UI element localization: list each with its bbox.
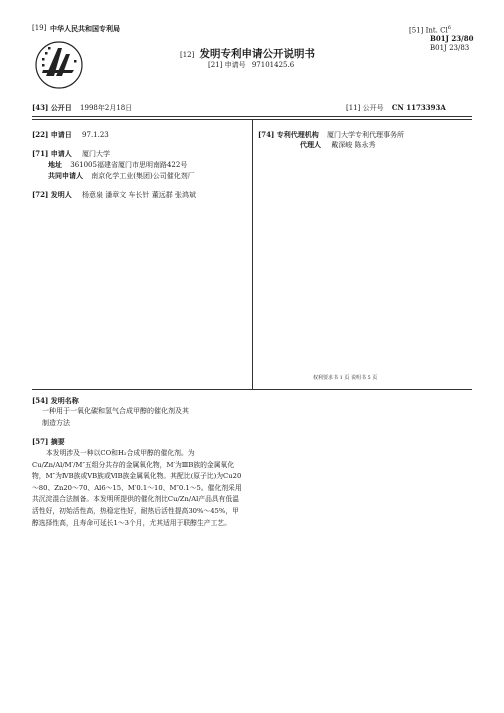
agent-label: 代理人 bbox=[300, 140, 321, 149]
address: 361005福建省厦门市思明南路422号 bbox=[70, 161, 188, 169]
intcl-superscript: 6 bbox=[447, 25, 451, 31]
inventors: 杨意泉 潘章文 车长针 董远群 张鸿斌 bbox=[82, 191, 196, 199]
inventors-line bbox=[32, 190, 196, 200]
filing-date-tag: [22] 申请日 bbox=[32, 130, 72, 139]
co-applicant-line bbox=[48, 171, 195, 181]
filing-date: 97.1.23 bbox=[82, 131, 109, 139]
address-line bbox=[48, 160, 187, 170]
co-applicant-label: 共同申请人 bbox=[48, 171, 83, 180]
intcl-tag: [51] Int. Cl bbox=[409, 26, 448, 35]
doc-type-line bbox=[180, 42, 315, 61]
pub-no: CN 1173393A bbox=[391, 103, 446, 112]
invention-title-tag: [54] 发明名称 bbox=[32, 396, 79, 405]
ipc-secondary: B01J 23/83 bbox=[430, 44, 470, 52]
pub-date-tag: [43] 公开日 bbox=[32, 103, 72, 112]
pub-date-line bbox=[32, 103, 132, 113]
application-number: 97101425.6 bbox=[251, 61, 295, 69]
column-divider bbox=[252, 120, 253, 390]
abstract-text: 本发明涉及一种以CO和H₂合成甲醇的催化剂。为Cu/Zn/Al/M′/M″五组分共存的金属氧化物，M′为ⅢB族的金属氧化物，M″为ⅣB族或ⅤB族或ⅥB族金属氧化物。其配比(原子比)为Cu20～80、Zn20～70、Al6～15、M′0.1～10、M″0.1～5。催化剂采用共沉淀混合法制备。本发明所提供的催化剂比Cu/Zn/Al产品具有低温活性好，初始活性高，热稳定性好，耐热后活性提高30%～45%，甲醇选择性高，且寿命可延长1～3个月，尤其适用于联醇生产工艺。 bbox=[32, 449, 242, 527]
abstract-tag: [57] 摘要 bbox=[32, 437, 65, 446]
country-name: 中华人民共和国专利局 bbox=[50, 24, 120, 33]
invention-title-line2: 制造方法 bbox=[42, 419, 70, 427]
invention-title-line1: 一种用于一氧化碳和氢气合成甲醇的催化剂及其 bbox=[42, 407, 189, 415]
ipc-primary: B01J 23/80 bbox=[430, 34, 474, 43]
applicant-line bbox=[32, 149, 110, 159]
applicant: 厦门大学 bbox=[82, 150, 111, 158]
applicant-tag: [71] 申请人 bbox=[32, 149, 72, 158]
agents: 戴深峻 陈永秀 bbox=[331, 141, 376, 149]
address-label: 地址 bbox=[48, 160, 62, 169]
pub-no-tag: [11] 公开号 bbox=[346, 104, 384, 112]
country-tag: [19] bbox=[32, 24, 47, 32]
patent-office-logo bbox=[34, 40, 84, 90]
pub-no-line bbox=[346, 103, 446, 113]
agent-line bbox=[300, 140, 375, 150]
application-tag: [21] 申请号 bbox=[208, 61, 246, 69]
biblio-top-rule bbox=[32, 116, 472, 117]
pub-date: 1998年2月18日 bbox=[80, 104, 133, 112]
biblio-bottom-rule bbox=[32, 389, 472, 390]
doc-type-tag: [12] bbox=[180, 51, 195, 59]
doc-type-title: 发明专利申请公开说明书 bbox=[199, 48, 315, 60]
filing-date-line bbox=[32, 130, 109, 140]
inventors-tag: [72] 发明人 bbox=[32, 190, 72, 199]
application-line bbox=[208, 61, 294, 70]
agency-line bbox=[258, 130, 404, 140]
page-counts: 权利要求书 1 页 说明书 5 页 bbox=[313, 375, 378, 381]
abstract-body bbox=[32, 448, 244, 529]
co-applicant: 南京化学工业(集团)公司催化剂厂 bbox=[91, 172, 195, 180]
agency: 厦门大学专利代理事务所 bbox=[327, 131, 405, 139]
agency-tag: [74] 专利代理机构 bbox=[258, 130, 319, 139]
